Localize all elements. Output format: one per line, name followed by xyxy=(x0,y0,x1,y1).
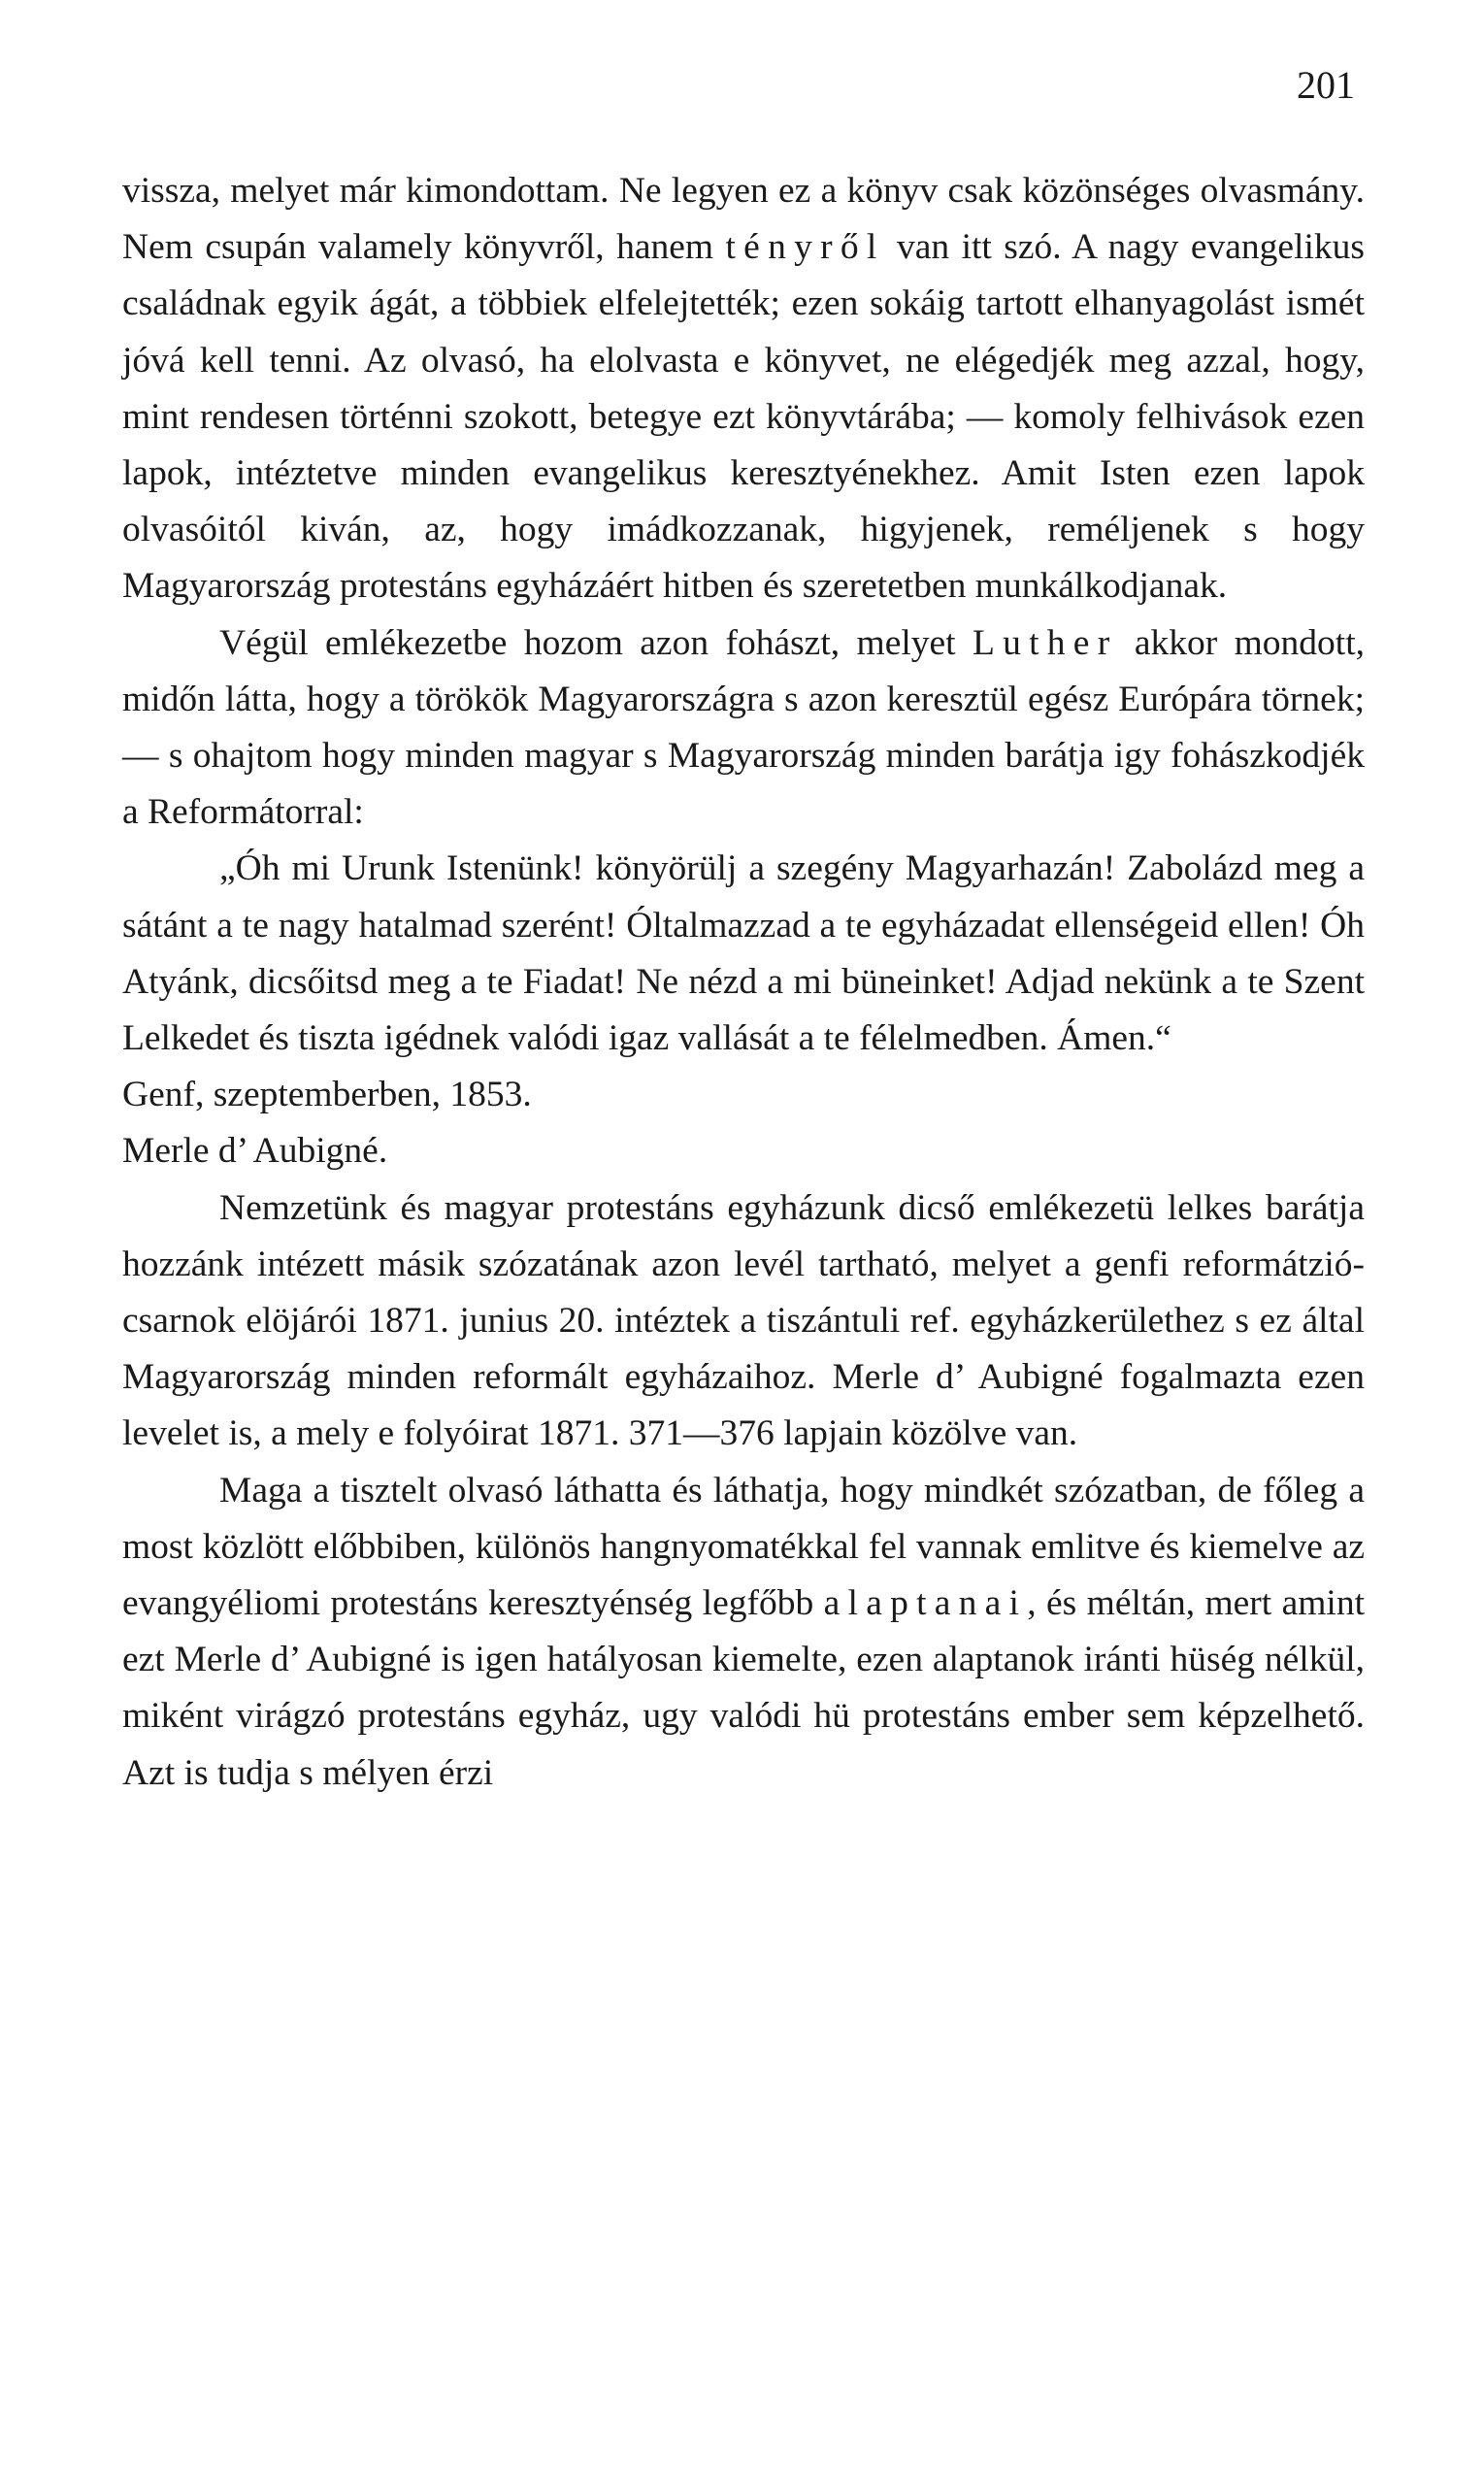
page-number: 201 xyxy=(1297,63,1355,107)
paragraph xyxy=(122,1463,1365,1802)
emphasized-word: alaptanai xyxy=(823,1583,1028,1624)
date-line: Genf, szeptemberben, 1853. xyxy=(122,1075,532,1115)
paragraph-text: Végül emlékezetbe hozom azon fohászt, melyet xyxy=(219,622,973,663)
signature: Merle d’ Aubigné. xyxy=(122,1131,388,1172)
paragraph-text: , és méltán, mert amint ezt Merle d’ Aubigné is igen hatályosan kiemelte, ezen alaptanok iránti hüség nélkül, miként virágzó protestáns egyház, ugy valódi hü protestáns ember sem képzelhető. Azt is tudja s mélyen érzi xyxy=(122,1583,1365,1793)
paragraph-text: Maga a tisztelt olvasó láthatta és láthatja, hogy mindkét szózatban, de főleg a most közlött előbbiben, különös hangnyomatékkal fel vannak emlitve és kiemelve az evangyéliomi protestáns keresztyénség legfőbb xyxy=(122,1470,1365,1624)
prayer-quote: „Óh mi Urunk Istenünk! könyörülj a szegény Magyarhazán! Zabolázd meg a sátánt a te nagy hatalmad szerént! Óltalmazzad a te egyházadat ellenségeid ellen! Óh Atyánk, dicsőitsd meg a te Fiadat! Ne nézd a mi büneinket! Adjad nekünk a te Szent Lelkedet és tiszta igédnek valódi igaz vallását a te félelmedben. Ámen.“ xyxy=(122,848,1365,1059)
emphasized-word: tényről xyxy=(725,227,885,268)
paragraph-text: van itt szó. A nagy evangelikus családnak egyik ágát, a többiek elfelejtették; ezen sokáig tartott elhanyagolást ismét jóvá kell tenni. Az olvasó, ha elolvasta e könyvet, ne elégedjék meg azzal, hogy, mint rendesen történni szokott, betegye ezt könyvtárába; — komoly felhivások ezen lapok, intéztetve minden evangelikus keresztyénekhez. Amit Isten ezen lapok olvasóitól kiván, az, hogy imádkozzanak, higyjenek, reméljenek s hogy Magyarország protestáns egyházáért hitben és szeretetben munkálkodjanak. xyxy=(122,227,1365,607)
body-text xyxy=(122,163,1365,1802)
paragraph-text: akkor mondott, midőn látta, hogy a törökök Magyarországra s azon keresztül egész Európára törnek; — s ohajtom hogy minden magyar s Magyarország minden barátja igy fohászkodjék a Reformátorral: xyxy=(122,622,1365,833)
paragraph: Nemzetünk és magyar protestáns egyházunk dicső emlékezetü lelkes barátja hozzánk intézett másik szózatának azon levél tartható, melyet a genfi reformátzió-csarnok elöjárói 1871. junius 20. intéztek a tiszántuli ref. egyházkerülethez s ez által Magyarország minden reformált egyházaihoz. Merle d’ Aubigné fogalmazta ezen levelet is, a mely e folyóirat 1871. 371—376 lapjain közölve van. xyxy=(122,1187,1365,1454)
emphasized-word: Luther xyxy=(972,622,1118,663)
paragraph xyxy=(122,163,1365,615)
paragraph-text: vissza, melyet már kimondottam. Ne legyen ez a könyv csak közönséges olvasmány. Nem csupán valamely könyvről, hanem xyxy=(122,171,1365,268)
paragraph xyxy=(122,615,1365,842)
